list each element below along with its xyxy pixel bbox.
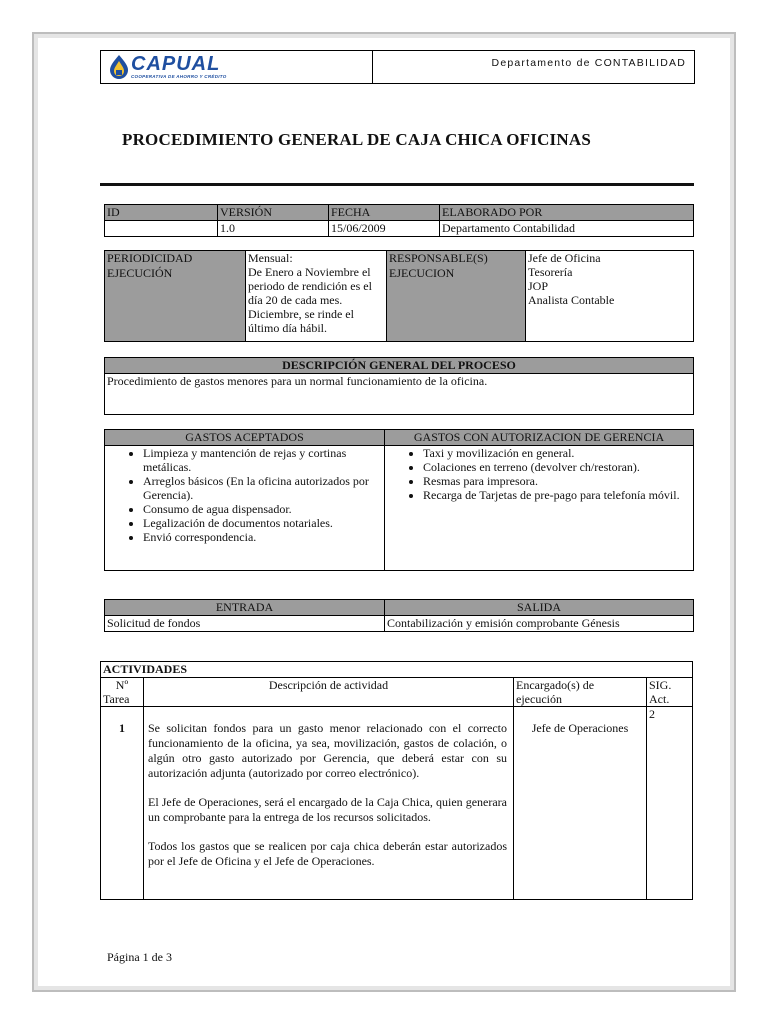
descripcion-text: Procedimiento de gastos menores para un normal funcionamiento de la oficina. [105,374,694,415]
task-paragraph: El Jefe de Operaciones, será el encargado de la Caja Chica, quien generara un comprobante para la entrega de los recursos solicitados. [148,795,507,824]
actividades-table [100,661,693,900]
periodicidad-table [104,250,694,342]
title-divider [100,183,694,186]
periodicidad-line: día 20 de cada mes. [248,293,343,307]
gastos-table [104,429,694,571]
col-enc-header [514,678,647,707]
col-sig-label: Act. [649,692,670,706]
list-item: • Taxi y movilización en general. [423,446,691,460]
col-num-label: Nº [115,678,129,692]
task-paragraph: Todos los gastos que se realicen por caja chica deberán estar autorizados por el Jefe de Oficina y el Jefe de Operaciones. [148,839,507,868]
task-description [144,707,514,900]
page-number: Página 1 de 3 [107,950,172,964]
col-version-header: VERSIÓN [218,205,329,221]
col-author-header: ELABORADO POR [440,205,694,221]
gastos-aceptados-header: GASTOS ACEPTADOS [105,430,385,446]
task-sig: 2 [647,707,693,900]
version-value: 1.0 [218,221,329,237]
author-value: Departamento Contabilidad [440,221,694,237]
salida-value: Contabilización y emisión comprobante Génesis [385,616,694,632]
responsable-item: JOP [528,279,549,293]
col-enc-label: Encargado(s) de [516,678,595,692]
periodicidad-line: último día hábil. [248,321,327,335]
document-header [100,50,695,84]
list-item: • Resmas para impresora. [423,474,691,488]
version-header-row [105,205,694,221]
periodicidad-line: periodo de rendición es el [248,279,372,293]
col-num-label: Tarea [103,692,130,706]
task-encargado: Jefe de Operaciones [514,707,647,900]
entrada-salida-table [104,599,694,632]
actividades-title: ACTIVIDADES [101,662,693,678]
responsables-value [526,251,694,342]
list-item: • Colaciones en terreno (devolver ch/restoran). [423,460,691,474]
list-item: • Arreglos básicos (En la oficina autorizados por Gerencia). [143,474,382,502]
col-id-header: ID [105,205,218,221]
responsable-item: Tesorería [528,265,573,279]
ejecucion-label-line: EJECUCIÓN [107,266,173,280]
descripcion-header: DESCRIPCIÓN GENERAL DEL PROCESO [105,358,694,374]
table-row [101,707,693,900]
list-item: • Limpieza y mantención de rejas y cortinas metálicas. [143,446,382,474]
col-date-header: FECHA [329,205,440,221]
list-item: • Envió correspondencia. [143,530,382,544]
descripcion-table [104,357,694,415]
logo-text: CAPUAL [131,53,221,75]
version-table [104,204,694,237]
responsables-label [387,251,526,342]
version-value-row [105,221,694,237]
logo [101,51,373,83]
list-item: • Legalización de documentos notariales. [143,516,382,530]
gastos-autorizacion-header: GASTOS CON AUTORIZACION DE GERENCIA [385,430,694,446]
col-sig-label: SIG. [649,678,672,692]
task-number: 1 [101,707,144,900]
col-enc-label: ejecución [516,692,562,706]
col-desc-header: Descripción de actividad [144,678,514,707]
department-label: Departamento de CONTABILIDAD [491,57,686,69]
responsable-item: Analista Contable [528,293,615,307]
periodicidad-line: De Enero a Noviembre el [248,265,371,279]
col-num-header [101,678,144,707]
task-paragraph: Se solicitan fondos para un gasto menor relacionado con el correcto funcionamiento de la oficina, ya sea, movilización, gastos de colación, o algún otro gasto autorizado por Gerencia, que deberá estar con su autorización adjunta (autorizado por correo electrónico). [148,721,507,780]
gastos-autorizacion-list [385,446,694,571]
capual-logo-icon [107,54,131,80]
salida-header: SALIDA [385,600,694,616]
periodicidad-line: Diciembre, se rinde el [248,307,354,321]
gastos-aceptados-list [105,446,385,571]
responsables-label-line: RESPONSABLE(S) [389,251,488,265]
periodicidad-label [105,251,246,342]
periodicidad-value [246,251,387,342]
entrada-header: ENTRADA [105,600,385,616]
responsable-item: Jefe de Oficina [528,251,601,265]
periodicidad-label-line: PERIODICIDAD [107,251,193,265]
logo-tagline: COOPERATIVA DE AHORRO Y CRÉDITO [131,74,227,79]
date-value: 15/06/2009 [329,221,440,237]
list-item: • Consumo de agua dispensador. [143,502,382,516]
id-value [105,221,218,237]
document-title: PROCEDIMIENTO GENERAL DE CAJA CHICA OFICINAS [122,130,591,149]
periodicidad-line: Mensual: [248,251,293,265]
list-item: • Recarga de Tarjetas de pre-pago para telefonía móvil. [423,488,691,502]
entrada-value: Solicitud de fondos [105,616,385,632]
responsables-label-line: EJECUCION [389,266,455,280]
col-sig-header [647,678,693,707]
